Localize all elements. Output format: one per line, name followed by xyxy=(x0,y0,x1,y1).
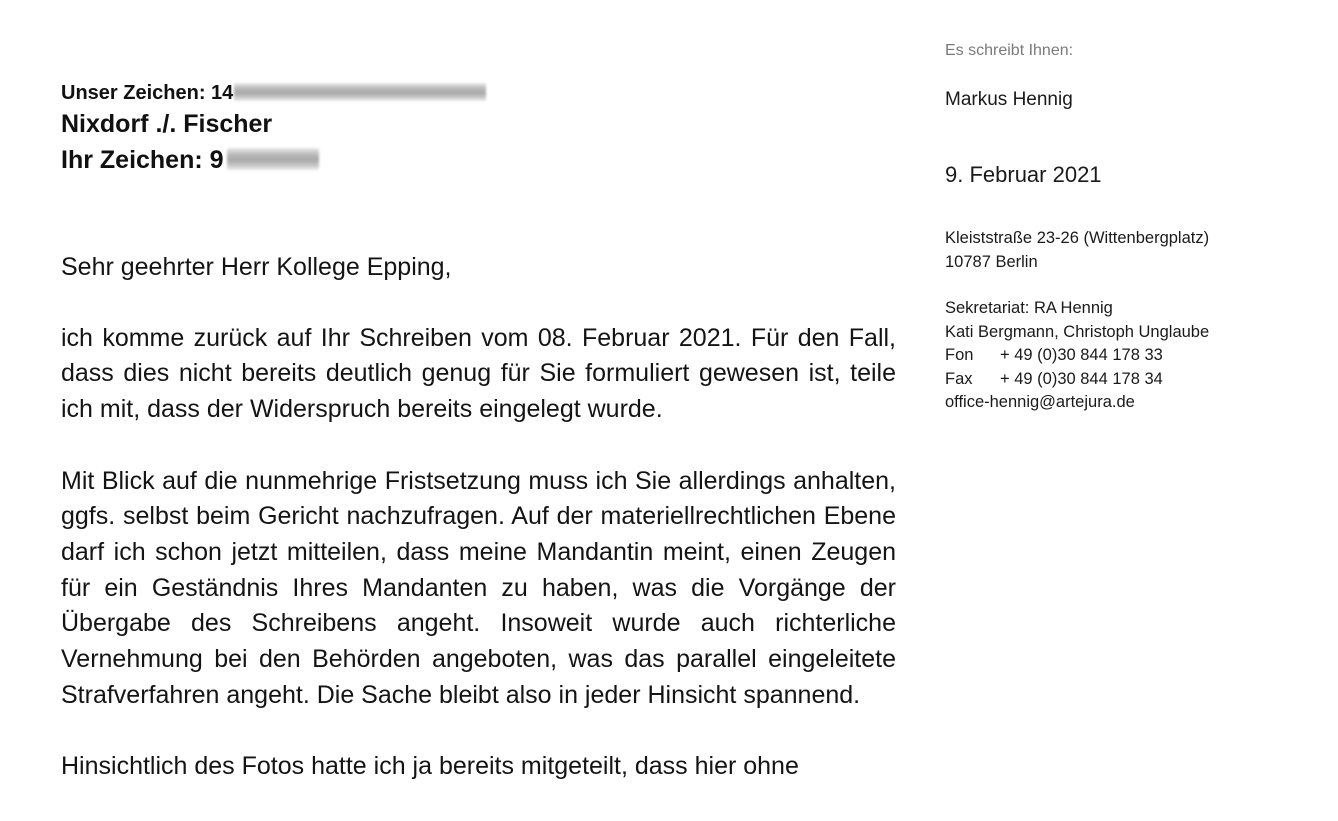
fax-number: + 49 (0)30 844 178 34 xyxy=(1000,369,1163,388)
fax-row xyxy=(945,368,1325,392)
writer-label: Es schreibt Ihnen: xyxy=(945,42,1074,59)
writer-name: Markus Hennig xyxy=(945,89,1073,110)
salutation: Sehr geehrter Herr Kollege Epping, xyxy=(61,253,452,281)
office-address xyxy=(945,227,1325,274)
paragraph-1: ich komme zurück auf Ihr Schreiben vom 08. Februar 2021. Für den Fall, dass dies nicht bereits deutlich genug für Sie formuliert gewesen ist, teile ich mit, dass der Widerspruch bereits eingelegt wurde. xyxy=(61,323,896,424)
fax-label: Fax xyxy=(945,369,973,388)
address-city: 10787 Berlin xyxy=(945,252,1038,271)
redaction-bar xyxy=(227,148,319,170)
secretariat: Sekretariat: RA Hennig xyxy=(945,299,1113,317)
unser-zeichen-line xyxy=(61,80,486,106)
letter-body xyxy=(61,250,896,821)
staff-names: Kati Bergmann, Christoph Unglaube xyxy=(945,322,1210,341)
phone-label: Fon xyxy=(945,346,974,364)
unser-zeichen-text: Unser Zeichen: 14 xyxy=(61,82,234,104)
redaction-bar xyxy=(234,83,486,101)
phone-number: + 49 (0)30 844 178 33 xyxy=(1000,346,1163,364)
email-address: office-hennig@artejura.de xyxy=(945,393,1135,411)
address-street: Kleiststraße 23-26 (Wittenbergplatz) xyxy=(945,229,1210,247)
ihr-zeichen-line xyxy=(61,142,486,178)
contact-block xyxy=(945,297,1325,415)
paragraph-3: Hinsichtlich des Fotos hatte ich ja bereits mitgeteilt, dass hier ohne xyxy=(61,752,799,781)
sender-sidebar xyxy=(945,40,1325,415)
paragraph-2: Mit Blick auf die nunmehrige Fristsetzung muss ich Sie allerdings anhalten, ggfs. selbst beim Gericht nachzufragen. Auf der materiellrechtlichen Ebene darf ich schon jetzt mitteilen, dass meine Mandantin meint, einen Zeugen für ein Geständnis Ihres Mandanten zu haben, was die Vorgänge der Übergabe des Schreibens angeht. Insoweit wurde auch richterliche Vernehmung bei den Behörden angeboten, was das parallel eingeleitete Strafverfahren angeht. Die Sache bleibt also in jeder Hinsicht spannend. xyxy=(61,466,896,709)
phone-row xyxy=(945,344,1325,368)
case-title: Nixdorf ./. Fischer xyxy=(61,110,273,138)
letter-date: 9. Februar 2021 xyxy=(945,162,1102,187)
reference-block xyxy=(61,80,486,178)
ihr-zeichen-text: Ihr Zeichen: 9 xyxy=(61,146,224,174)
